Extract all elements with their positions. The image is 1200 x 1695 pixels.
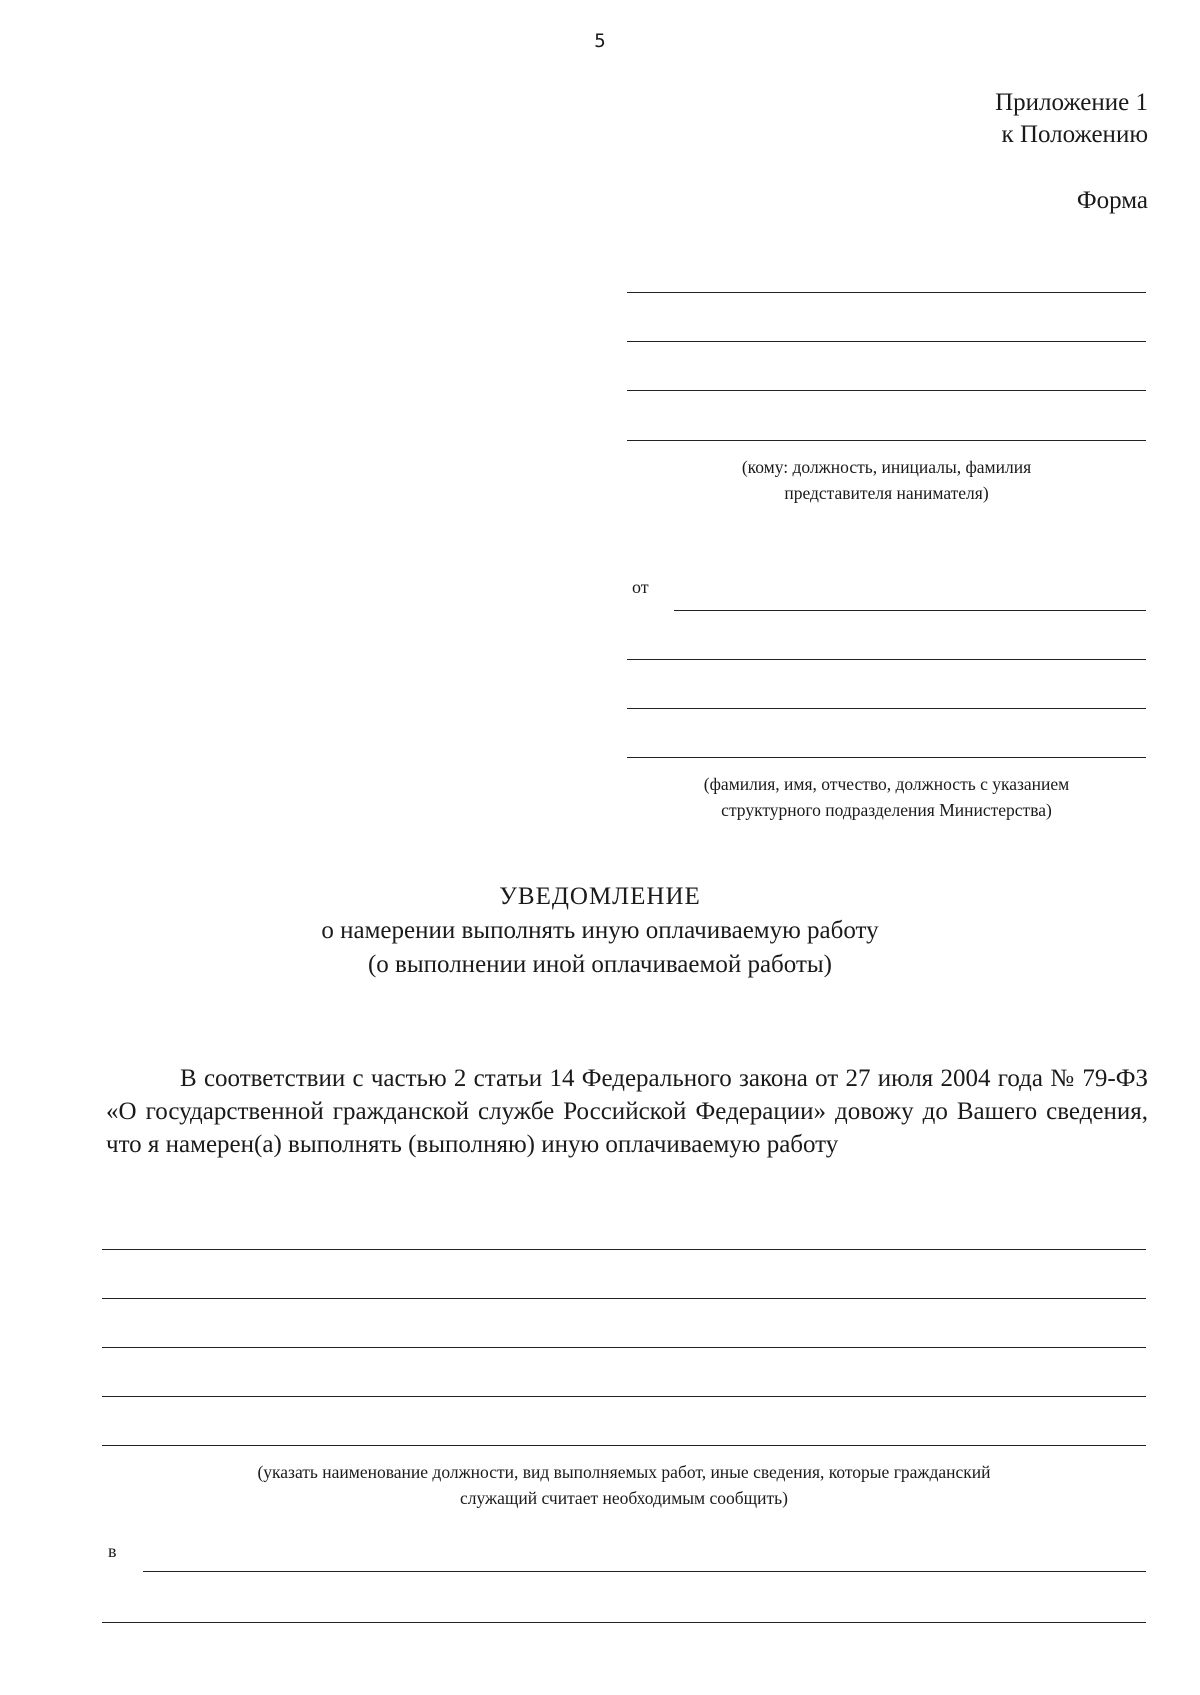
work-details-caption [102,1459,1146,1511]
regulation-label: к Положению [1001,121,1148,148]
sender-line [674,610,1146,611]
recipient-line [627,341,1146,342]
sender-line [627,708,1146,709]
recipient-line [627,292,1146,293]
notice-subtitle: (о выполнении иной оплачиваемой работы) [367,951,832,978]
location-line [102,1622,1146,1623]
recipient-line [627,390,1146,391]
work-details-line [102,1249,1146,1250]
work-details-line [102,1298,1146,1299]
sender-line [627,659,1146,660]
sender-caption-line: (фамилия, имя, отчество, должность с указанием [703,774,1070,794]
recipient-caption [627,454,1146,506]
notice-title [0,880,1200,982]
body-paragraph: В соответствии с частью 2 статьи 14 Федерального закона от 27 июля 2004 года № 79-ФЗ «О государственной гражданской службе Российской Федерации» довожу до Вашего сведения, что я намерен(а) выполнять (выполняю) иную оплачиваемую работу [106,1065,1148,1158]
work-details-line [102,1396,1146,1397]
work-details-caption-line: (указать наименование должности, вид выполняемых работ, иные сведения, которые гражданский [257,1462,991,1482]
sender-line [627,757,1146,758]
recipient-line [627,440,1146,441]
notice-subtitle: о намерении выполнять иную оплачиваемую работу [321,917,879,944]
recipient-caption-line: представителя нанимателя) [784,483,989,503]
page-number: 5 [594,30,606,52]
from-label: от [632,577,649,597]
work-details-line [102,1347,1146,1348]
recipient-caption-line: (кому: должность, инициалы, фамилия [741,457,1032,477]
in-label: в [108,1541,117,1561]
location-line [143,1571,1146,1572]
sender-caption-line: структурного подразделения Министерства) [721,800,1052,820]
form-label: Форма [1076,187,1148,214]
sender-caption [627,771,1146,823]
work-details-line [102,1445,1146,1446]
appendix-label: Приложение 1 [995,89,1148,116]
work-details-caption-line: служащий считает необходимым сообщить) [460,1488,788,1508]
notice-heading: УВЕДОМЛЕНИЕ [499,883,701,910]
